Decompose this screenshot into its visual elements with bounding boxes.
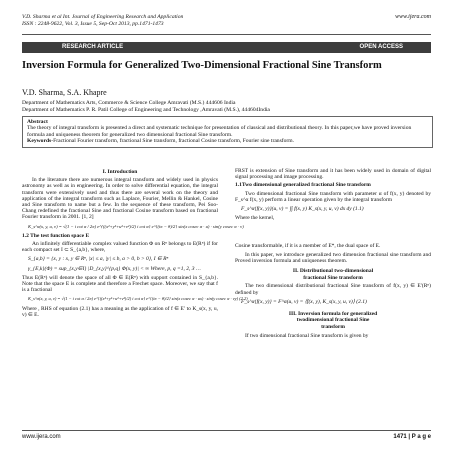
footer-site[interactable]: www.ijera.com bbox=[22, 434, 61, 440]
section-2-heading-line2: fractional Sine transform bbox=[303, 275, 363, 282]
space-paragraph: Thus E(Rⁿ) will denote the space of all Φ ∈ E(Rⁿ) with support contained in S_{a,b}. Note that the space E is complete and therefore a Frechet space. Moreover, we say that f is a fractional bbox=[22, 274, 218, 294]
section-2-heading-line1: II. Distributional two-dimensional bbox=[292, 268, 374, 275]
intro-paragraph: In the literature there are numerous integral transform and widely used in physics astronomy as well as in engineering. In order to solve differential equation, the integral transform were extensively used and thus there are several work on the theory and application of the integral transform such as Laplace, Fourier, Mellin & Hankel, Cosine and Sine transform to name but a few. In the sequence of these transform, Pei Soo-Chang redefined the fractional Sine and fractional Cosine transform based on fractional Fourier transform in 2001. [1, 2] bbox=[22, 177, 218, 221]
inversion-paragraph: If two dimensional fractional Sine transform is given by bbox=[245, 332, 369, 339]
section-3-heading-line2: twodimensional fractional Sine bbox=[296, 317, 370, 324]
paper-authors: V.D. Sharma, S.A. Khapre bbox=[22, 88, 107, 97]
keywords-text: -Fractional Fourier transform, fractional Sine transform, fractional Cosine transform, Fourier sine transform. bbox=[51, 138, 295, 145]
article-type: RESEARCH ARTICLE bbox=[62, 44, 124, 50]
section-3-heading-line1: III. Inversion formula for generalized bbox=[288, 311, 378, 318]
paper-title: Inversion Formula for Generalized Two-Dimensional Fractional Sine Transform bbox=[22, 60, 382, 71]
header-rule bbox=[22, 34, 431, 35]
section-3-heading-line3: transform bbox=[321, 324, 345, 331]
keywords bbox=[27, 138, 428, 144]
access-type: OPEN ACCESS bbox=[359, 44, 403, 50]
kernel-equation: K_s^α(x, y, u, v) = √(1 − i cot α / 2π) e^{((x²+y²+u²+v²)/2) i cot α} e^{(iπ − θ)/2} sin(x cosec α · u) · sin(y cosec α · v) bbox=[28, 223, 244, 229]
kernel-label: Where the kernel, bbox=[235, 215, 275, 222]
right-column bbox=[235, 168, 431, 341]
cosine-paragraph: Cosine transformable, if it is a member of E*, the dual space of E. bbox=[235, 243, 381, 250]
abstract-text: The theory of integral transform is presented a direct and systematic technique for presentation of classical and distributional theory. In this paper,we have proved inversion formula and uniqueness theorem for generalized two dimensional fractional Sine transform. bbox=[27, 125, 412, 138]
test-space-paragraph: An infinitely differentiable complex valued function Φ on Rⁿ belongs to E(Rⁿ) if for each compact set I ⊂ S_{a,b}, where, bbox=[22, 241, 218, 254]
journal-header bbox=[22, 14, 183, 28]
seminorm-definition: γ_{E,k}(Φ) = sup_{x,y∈I} |D_{x,y}^{p,q} Φ(x, y)| < ∞ Where, p, q =1, 2, 3 … bbox=[28, 265, 201, 272]
journal-citation: V.D. Sharma et al Int. Journal of Engineering Research and Application bbox=[22, 14, 184, 20]
page-number: 1471 | P a g e bbox=[393, 434, 431, 440]
journal-issn: ISSN : 2248-9622, Vol. 3, Issue 5, Sep-Oct 2013, pp.1471-1473 bbox=[22, 21, 164, 27]
distributional-paragraph: The two dimensional distributional fractional Sine transform of f(x, y) ∈ E′(Rⁿ) defined by bbox=[235, 283, 431, 296]
subsection-1-1-heading: 1.1Two dimensional generalized fractional Sine transform bbox=[235, 182, 371, 189]
keywords-label: Keywords bbox=[27, 138, 52, 145]
journal-site[interactable]: www.ijera.com bbox=[395, 14, 431, 20]
rhs-paragraph: Where , RHS of equation (2.1) has a meaning as the application of f ∈ E′ to K_s(x, y, u, v) ∈ E. bbox=[22, 305, 218, 318]
affiliation-2: Department of Mathematics P. R. Patil College of Engineering and Technology ,Amravati (M.S.), 444604India bbox=[22, 107, 270, 113]
frst-paragraph: FRST is extension of Sine transform and it has been widely used in domain of digital signal processing and image processing. bbox=[235, 168, 431, 181]
paper-scope-paragraph: In this paper, we introduce generalized two dimension fractional sine transform and Proved inversion formula and uniqueness theorem. bbox=[235, 251, 431, 264]
footer-rule bbox=[22, 430, 431, 431]
integral-transform-1-1: F_s^α{f(x, y)}(u, v) = ∫∫ f(x, y) K_s(x, y, u, v) dx dy (1.1) bbox=[241, 206, 364, 213]
abstract-heading: Abstract bbox=[27, 119, 48, 125]
kernel-equation-2-2: K_s^α(x, y, u, v) = √(1 − i cot α / 2π) e^{((x²+y²+u²+v²)/2) i cot α} e^{(iπ − θ)/2} sin(x cosec α · ux) · sin(y cosec α · vy) (2.2) bbox=[28, 296, 248, 302]
section-1-heading: I. Introduction bbox=[102, 169, 138, 175]
abstract-box bbox=[22, 116, 433, 148]
left-column bbox=[22, 168, 248, 320]
affiliations bbox=[22, 100, 431, 114]
article-banner bbox=[22, 42, 431, 53]
distributional-equation-2-1: F_s^α{f(x, y)} = F^α(u, v) = ⟨f(x, y), K_s(x, y, u, v)⟩ (2.1) bbox=[241, 298, 367, 305]
subsection-1-2-heading: 1.2 The test function space E bbox=[22, 232, 90, 239]
transform-paragraph: Two dimensional fractional Sine transform with parameter α of f(x, y) denoted by F_s^α f(x, y) perform a linear operation given by the integral transform bbox=[235, 190, 431, 203]
affiliation-1: Department of Mathematics Arts, Commerce & Science College Amravati (M.S.) 444606 India bbox=[22, 100, 236, 106]
set-definition: S_{a,b} = {x, y : x, y ∈ Rⁿ, |x| ≤ a, |y| ≤ b, a > 0, b > 0}, I ∈ Rⁿ bbox=[28, 256, 169, 263]
